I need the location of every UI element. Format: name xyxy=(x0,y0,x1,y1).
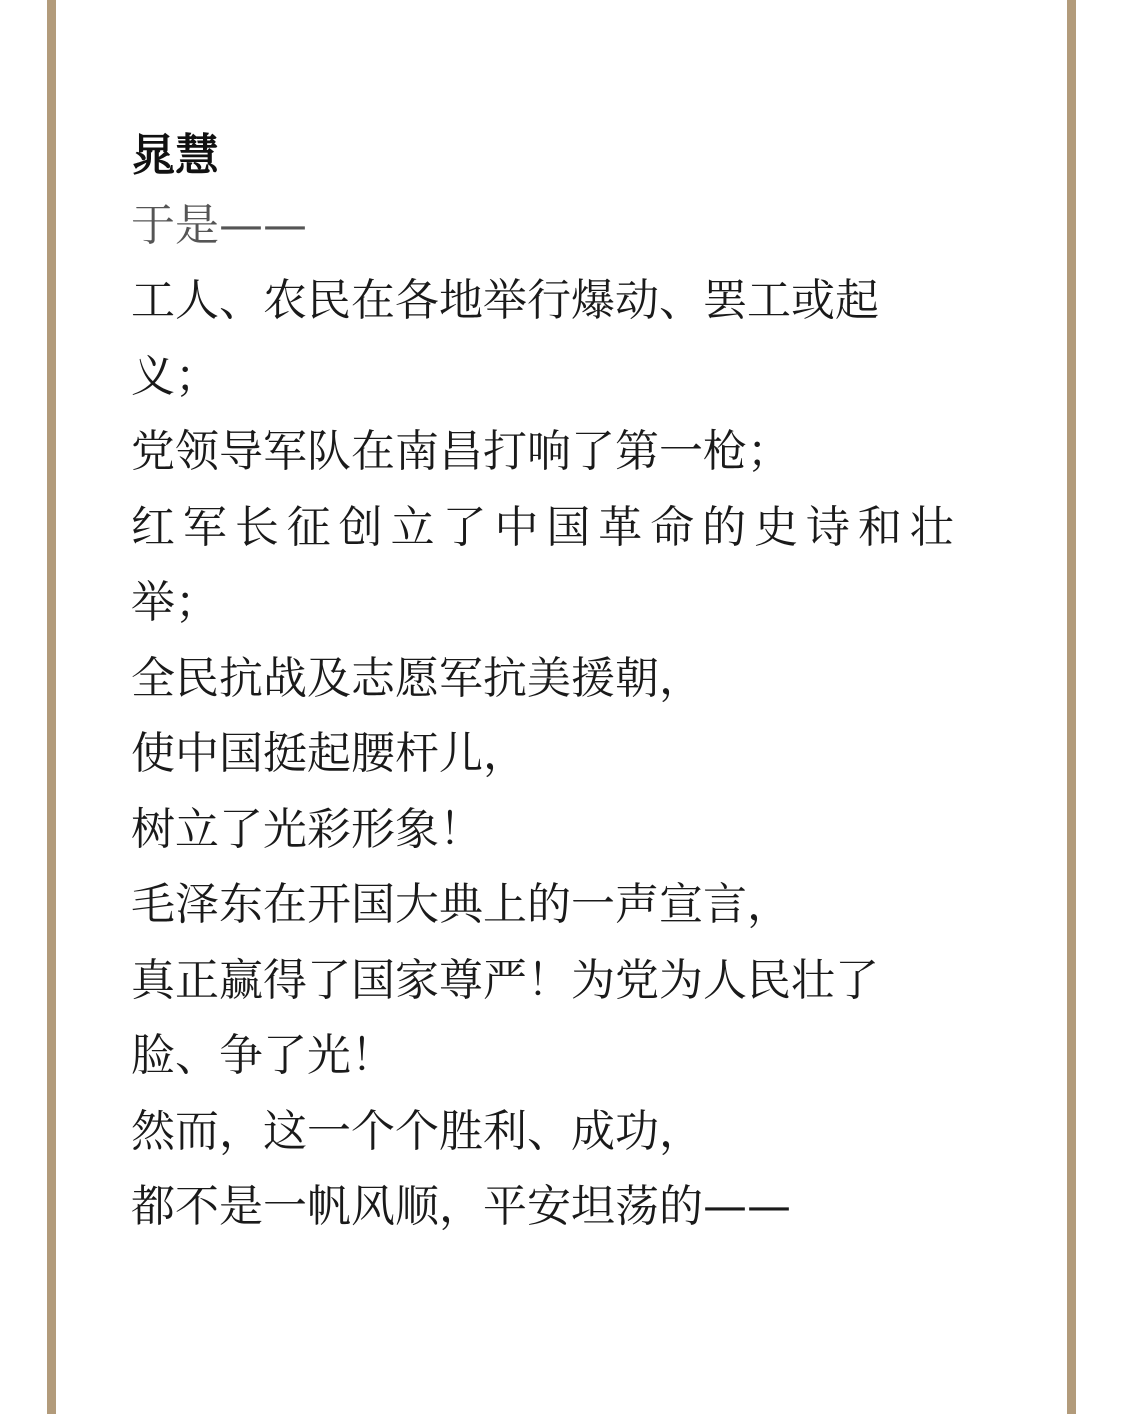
poem-line-3: 义； xyxy=(131,350,219,402)
poem-line-7: 全民抗战及志愿军抗美援朝， xyxy=(131,652,703,704)
poem-line-1: 于是—— xyxy=(131,200,307,251)
poem-line-4: 党领导军队在南昌打响了第一枪； xyxy=(131,426,791,477)
poem-line-14: 都不是一帆风顺，平安坦荡的—— xyxy=(131,1181,791,1232)
poem-content xyxy=(131,124,1001,1245)
poem-line-13: 然而，这一个个胜利、成功， xyxy=(131,1105,703,1157)
frame-border-left xyxy=(47,0,56,1414)
poem-line-8: 使中国挺起腰杆儿， xyxy=(131,728,527,779)
poem-line-12: 脸、争了光！ xyxy=(131,1030,395,1081)
poem-line-6: 举； xyxy=(131,577,219,628)
frame-border-right xyxy=(1067,0,1076,1414)
speaker-name: 晁慧 xyxy=(131,130,219,181)
poem-line-9: 树立了光彩形象！ xyxy=(131,803,483,855)
poem-line-5: 红军长征创立了中国革命的史诗和壮 xyxy=(131,501,962,553)
poem-line-11: 真正赢得了国家尊严！为党为人民壮了 xyxy=(131,954,879,1006)
poem-line-10: 毛泽东在开国大典上的一声宣言， xyxy=(131,879,791,930)
poem-line-2: 工人、农民在各地举行爆动、罢工或起 xyxy=(131,275,879,326)
